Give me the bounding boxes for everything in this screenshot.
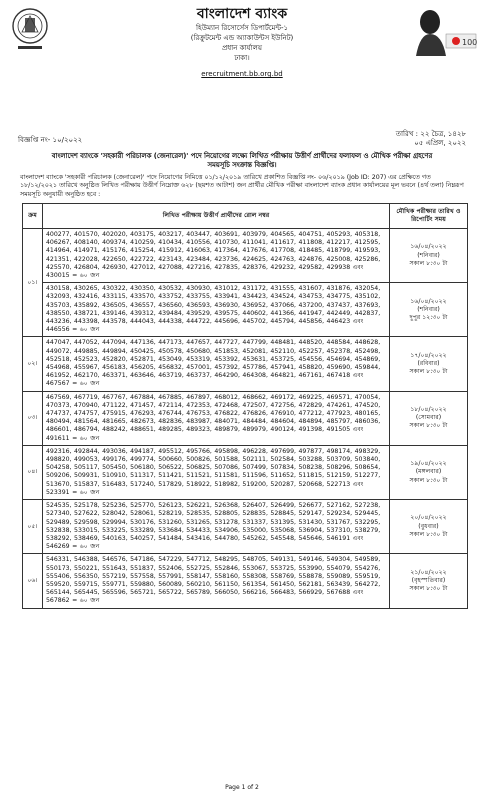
viva-schedule [390,229,468,283]
subject-line: বাংলাদেশ ব্যাংকে 'সহকারী পরিচালক (জেনারেল)' পদে নিয়োগের লক্ষ্যে লিখিত পরীক্ষায় উত্তীর্ণ প্রার্থীদের ফলাফল ও মৌখিক পরীক্ষা গ্রহণের সময়সূচি সংক্রান্ত বিজ্ঞপ্তি। [51,152,433,169]
schedule-date: ১৮/০৪/২০২২ [410,405,447,413]
viva-schedule [390,337,468,391]
col-header-schedule: মৌখিক পরীক্ষার তারিখ ও রিপোর্টিং সময় [390,204,468,229]
table-row [23,445,468,499]
svg-text:100: 100 [462,38,478,47]
body-paragraph: বাংলাদেশ ব্যাংকে 'সহকারী পরিচালক (জেনারেল)' পদে নিয়োগের নিমিত্তে ০১/১২/২০১৯ তারিখে প্রকাশিত বিজ্ঞপ্তি নং- ০৬/২০১৯ (Job ID: 207) এর প্রেক্ষিতে গত ১৮/১২/২০২১ তারিখে অনুষ্ঠিত লিখিত পরীক্ষায় উত্তীর্ণ নিম্নোক্ত ৬২৮ (ছয়শত আটাশ) জন প্রার্থীর মৌখিক পরীক্ষা বাংলাদেশ ব্যাংক প্রধান কার্যালয়ের মূল ভবনে (৪র্থ তলা) নিম্নরূপ সময়সূচি অনুযায়ী অনুষ্ঠিত হবে : [20,174,464,198]
schedule-date: ১৭/০৪/২০২২ [410,351,447,359]
roll-numbers: 546331, 546388, 546576, 547186, 547229, 547712, 548295, 548705, 549131, 549146, 549304, 549589, 550173, 550221, 551643, 551837, 552406, 552725, 552846, 553067, 553725, 553990, 554079, 554276, 555406, 556350, 557219, 557558, 557991, 558147, 558160, 558308, 558769, 558878, 559089, 559519, 559520, 559715, 559771, 559880, 560089, 560210, 561150, 561354, 561450, 562181, 563439, 564272, 565144, 565445, 565596, 565721, 565722, 565789, 566050, 566216, 566483, 566929, 567688 এবং 567862 = ৬০ জন [43,554,390,608]
col-header-rolls: লিখিত পরীক্ষায় উত্তীর্ণ প্রার্থীদের রোল নম্বর [43,204,390,229]
city: ঢাকা। [234,54,250,62]
col-header-sn: ক্রম [23,204,43,229]
row-serial: ০৪। [23,445,43,499]
schedule-time: সকাল ৮:৩০ টা [409,422,448,430]
page-footer: Page 1 of 2 [225,784,259,791]
table-row [23,229,468,283]
bangladesh-bank-logo-icon [10,6,50,52]
table-row [23,337,468,391]
roll-numbers: 524535, 525178, 525236, 525770, 526123, 526221, 526368, 526407, 526499, 526677, 527162, 527238, 527340, 527622, 528042, 528061, 528219, 528535, 528805, 528835, 528845, 529147, 529234, 529445, 529489, 529598, 529994, 530176, 531260, 531265, 531278, 531337, 531395, 531430, 531767, 532295, 532838, 533015, 533225, 533289, 533684, 534433, 534906, 535000, 535068, 536904, 537310, 538279, 538292, 538469, 540163, 540257, 541484, 543416, 544780, 545262, 545548, 545646, 546191 এবং 546269 = ৬০ জন [43,500,390,554]
schedule-time: সকাল ৮:৩০ টা [409,259,448,267]
table-row [23,283,468,337]
schedule-time: সকাল ৮:৩০ টা [409,585,448,593]
viva-schedule [390,283,468,337]
row-serial: ০৩। [23,391,43,445]
department-line2: (রিক্রুটমেন্ট এন্ড অ্যাকাউন্টস ইউনিট) [190,34,294,42]
schedule-time: সকাল ৮:৩০ টা [409,476,448,484]
roll-numbers: 492316, 492844, 493036, 494187, 495512, 495766, 495898, 496228, 497699, 497877, 498174, 498329, 498820, 499053, 499176, 499774, 500660, 500826, 501588, 502111, 502584, 503288, 503709, 503840, 504258, 505117, 505450, 506180, 506522, 506825, 507086, 507499, 507834, 508238, 508296, 508654, 509206, 509931, 510910, 511317, 511421, 511521, 511581, 511596, 511652, 511815, 512159, 512277, 513670, 515837, 516483, 517240, 517829, 518922, 518982, 519200, 520287, 520668, 522713 এবং 523391 = ৬০ জন [43,445,390,499]
schedule-table [22,203,468,609]
roll-numbers: 467569, 467719, 467767, 467884, 467885, 467897, 468012, 468662, 469172, 469225, 469571, 470054, 470373, 470940, 471122, 471457, 472114, 472353, 472468, 472507, 472756, 472829, 474261, 474520, 474737, 474757, 475915, 476293, 476744, 476753, 476822, 476826, 476910, 477212, 477923, 480165, 480494, 481564, 481665, 482673, 482836, 483987, 484071, 484484, 484604, 484894, 485797, 486036, 486601, 486794, 488242, 488651, 489285, 489323, 489879, 489979, 490124, 491398, 491505 এবং 491611 = ৬০ জন [43,391,390,445]
schedule-time: সকাল ৮:৩০ টা [409,368,448,376]
schedule-date: ২১/০৪/২০২২ [410,568,447,576]
letterhead [120,6,364,79]
date-label: তারিখ : [395,130,419,138]
schedule-day: (রবিবার) [417,359,440,367]
schedule-day: (সোমবার) [415,414,442,422]
row-serial: ০১। [23,229,43,337]
department-line1: হিউম্যান রিসোর্সেস ডিপার্টমেন্ট-১ [195,24,289,32]
viva-schedule [390,445,468,499]
schedule-date: ২০/০৪/২০২২ [410,514,447,522]
table-row [23,391,468,445]
schedule-day: (শনিবার) [417,251,440,259]
mujib-100-portrait-icon [412,4,478,56]
date-bangla: ২২ চৈত্র, ১৪২৮ [420,130,466,138]
schedule-day: (বৃহস্পতিবার) [411,576,446,584]
row-serial: ০৬। [23,554,43,608]
schedule-day: (বুধবার) [418,522,439,530]
viva-schedule [390,554,468,608]
roll-numbers: 400277, 401570, 402020, 403175, 403217, 403447, 403691, 403979, 404565, 404751, 405293, 405318, 406267, 408140, 409374, 410259, 410434, 410556, 410730, 411041, 411617, 411808, 412217, 412595, 414964, 414971, 415176, 415254, 415912, 416063, 417364, 417676, 417708, 418485, 418799, 419593, 421351, 422028, 422650, 422722, 423143, 423484, 423736, 424625, 424763, 424876, 425008, 425286, 425570, 426804, 426930, 427012, 427088, 427216, 427835, 428376, 429232, 429582, 429938 এবং 430015 = ৬০ জন [43,229,390,283]
website-link[interactable]: erecruitment.bb.org.bd [201,70,283,78]
bank-name: বাংলাদেশ ব্যাংক [196,6,288,22]
schedule-time: সকাল ৮:৩০ টা [409,530,448,538]
schedule-day: (মঙ্গলবার) [415,468,442,476]
schedule-date: ১৬/০৪/২০২২ [410,297,447,305]
schedule-date: ১৯/০৪/২০২২ [410,460,447,468]
viva-schedule [390,500,468,554]
row-serial: ০২। [23,337,43,391]
schedule-date: ১৬/০৪/২০২২ [410,243,447,251]
table-row [23,554,468,608]
notice-number: বিজ্ঞপ্তি নং- ১০/২০২২ [18,136,83,144]
notice-date [396,130,466,148]
roll-numbers: 430158, 430265, 430322, 430350, 430532, 430930, 431012, 431172, 431555, 431607, 431876, 432054, 432093, 432416, 433115, 433570, 433752, 433755, 433941, 434423, 434524, 434753, 434775, 435102, 435703, 435892, 436505, 436557, 436560, 436593, 436930, 436952, 437066, 437200, 437437, 437693, 438550, 438721, 439146, 439312, 439484, 439529, 439575, 440602, 441366, 441947, 442449, 442837, 443236, 443398, 443578, 444043, 444338, 444722, 445696, 445702, 445794, 445856, 446423 এবং 446556 = ৬০ জন [43,283,390,337]
schedule-day: (শনিবার) [417,305,440,313]
row-serial: ০৫। [23,500,43,554]
roll-numbers: 447047, 447052, 447094, 447136, 447173, 447657, 447727, 447799, 448481, 448520, 448584, 448628, 449072, 449885, 449894, 450425, 450578, 450680, 451853, 452081, 452110, 452257, 452378, 452498, 452518, 452523, 452820, 452871, 453049, 453319, 453392, 453631, 453725, 454556, 454694, 454869, 454968, 455967, 456183, 456205, 456832, 457001, 457392, 457786, 457941, 458820, 459690, 459844, 461952, 462170, 463371, 463646, 463719, 463737, 464290, 464308, 464821, 467161, 467418 এবং 467567 = ৬০ জন [43,337,390,391]
office: প্রধান কার্যালয় [222,44,262,52]
date-english: ০৫ এপ্রিল, ২০২২ [414,139,466,147]
schedule-time: দুপুর ১২:৩০ টা [409,313,448,321]
viva-schedule [390,391,468,445]
table-row [23,500,468,554]
table-body [23,229,468,609]
